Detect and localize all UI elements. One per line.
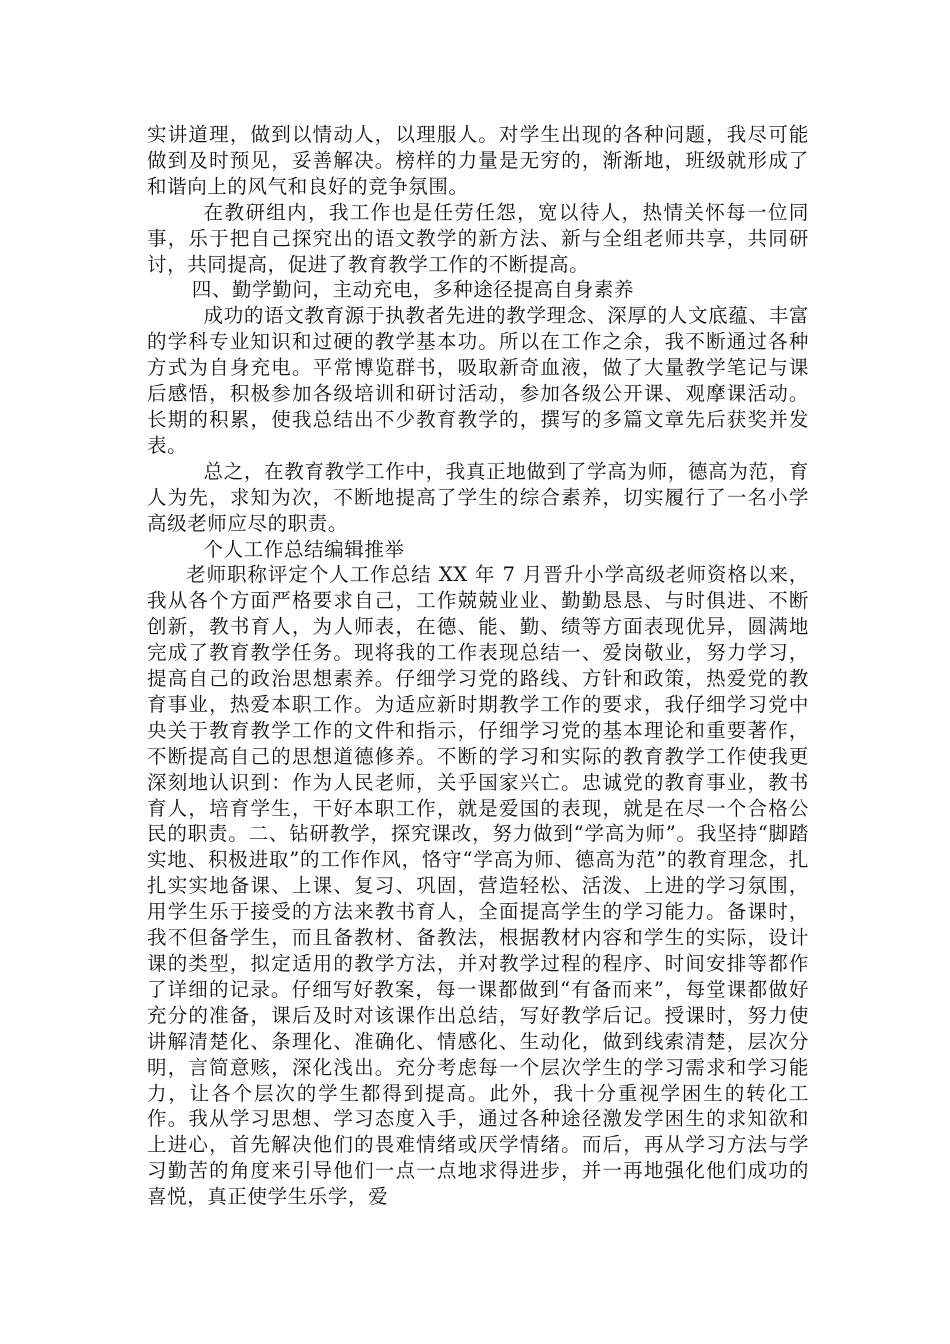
- section-heading-four: 四、勤学勤问，主动充电，多种途径提高自身素养: [191, 278, 635, 302]
- paragraph-work-summary: 老师职称评定个人工作总结 XX 年 7 月晋升小学高级老师资格以来，我从各个方面严格要求自己，工作兢兢业业、勤勤恳恳、与时俱进、不断创新，教书育人，为人师表，在德、能、勤、绩等方面表现优异，圆满地完成了教育教学任务。现将我的工作表现总结一、爱岗敬业，努力学习，提高自己的政治思想素养。仔细学习党的路线、方针和政策，热爱党的教育事业，热爱本职工作。为适应新时期教学工作的要求，我仔细学习党中央关于教育教学工作的文件和指示，仔细学习党的基本理论和重要著作，不断提高自己的思想道德修养。不断的学习和实际的教育教学工作使我更深刻地认识到：作为人民老师，关乎国家兴亡。忠诚党的教育事业，教书育人，培育学生，干好本职工作，就是爱国的表现，就是在尽一个合格公民的职责。二、钻研教学，探究课改，努力做到“学高为师”。我坚持“脚踏实地、积极进取”的工作作风，恪守“学高为师、德高为范”的教育理念，扎扎实实地备课、上课、复习、巩固，营造轻松、活泼、上进的学习氛围，用学生乐于接受的方法来教书育人，全面提高学生的学习能力。备课时，我不但备学生，而且备教材、备教法，根据教材内容和学生的实际，设计课的类型，拟定适用的教学方法，并对教学过程的程序、时间安排等都作了详细的记录。仔细写好教案，每一课都做到“有备而来”，每堂课都做好充分的准备，课后及时对该课作出总结，写好教学后记。授课时，努力使讲解清楚化、条理化、准确化、情感化、生动化，做到线索清楚，层次分明，言简意赅，深化浅出。充分考虑每一个层次学生的学习需求和学习能力，让各个层次的学生都得到提高。此外，我十分重视学困生的转化工作。我从学习思想、学习态度入手，通过各种途径激发学困生的求知欲和上进心，首先解决他们的畏难情绪或厌学情绪。而后，再从学习方法与学习勤苦的角度来引导他们一点一点地求得进步，并一再地强化他们成功的喜悦，真正使学生乐学，爱: [147, 563, 809, 1209]
- paragraph-classroom-atmosphere: 实讲道理，做到以情动人，以理服人。对学生出现的各种问题，我尽可能做到及时预见，妥善解决。榜样的力量是无穷的，渐渐地，班级就形成了和谐向上的风气和良好的竞争氛围。: [147, 123, 809, 198]
- section-heading-summary: 个人工作总结编辑推举: [203, 537, 405, 561]
- paragraph-conclusion: 总之，在教育教学工作中，我真正地做到了学高为师，德高为范，育人为先，求知为次，不断地提高了学生的综合素养，切实履行了一名小学高级老师应尽的职责。: [147, 459, 809, 535]
- paragraph-self-improvement: 成功的语文教育源于执教者先进的教学理念、深厚的人文底蕴、丰富的学科专业知识和过硬的教学基本功。所以在工作之余，我不断通过各种方式为自身充电。平常博览群书，吸取新奇血液，做了大量教学笔记与课后感悟，积极参加各级培训和研讨活动，参加各级公开课、观摩课活动。长期的积累，使我总结出不少教育教学的，撰写的多篇文章先后获奖并发表。: [147, 304, 809, 457]
- paragraph-teaching-group: 在教研组内，我工作也是任劳任怨，宽以待人，热情关怀每一位同事，乐于把自己探究出的语文教学的新方法、新与全组老师共享，共同研讨，共同提高，促进了教育教学工作的不断提高。: [147, 200, 809, 276]
- document-body: [147, 122, 809, 1210]
